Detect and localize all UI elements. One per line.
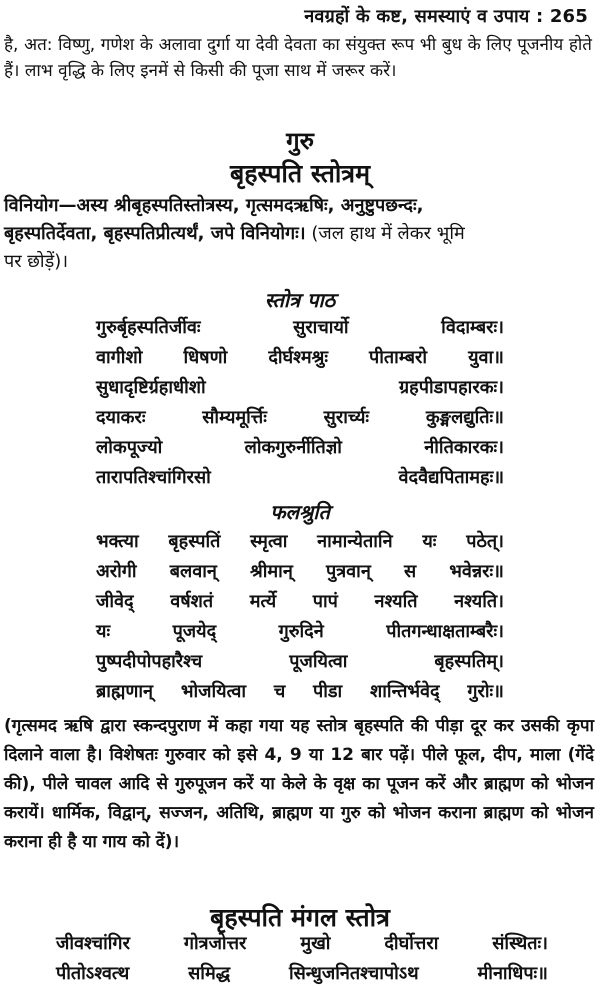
viniyoga-line-2-normal: (जल हाथ में लेकर भूमि — [305, 223, 465, 244]
intro-paragraph: है, अत: विष्णु, गणेश के अलावा दुर्गा या देवी देवता का संयुक्त रूप भी बुध के लिए पूजनीय होते हैं। लाभ वृद्धि के लिए इनमें से किसी की पूजा साथ में जरूर करें। — [4, 35, 592, 81]
verse-word: श्रीमान् — [250, 561, 293, 582]
verse-word: गोत्रजोत्तर — [183, 933, 247, 954]
verse-word: बृहस्पतिं — [168, 531, 221, 552]
verse-word: शान्तिर्भवेद् — [370, 681, 440, 702]
verse-word: सुराचार्यो — [293, 317, 349, 338]
verse-word: जीवश्चांगिर — [56, 933, 130, 954]
stotra-verses — [96, 312, 504, 492]
verse-word: अरोगी — [96, 561, 137, 582]
phalashruti-verse-line — [96, 526, 504, 556]
verse-word: वेदवैद्यपितामहः॥ — [398, 467, 504, 488]
verse-word: सिन्धुजनितश्चापोऽथ — [288, 963, 419, 984]
verse-word: सुरार्च्यः — [323, 407, 370, 428]
verse-word: नश्यति — [374, 591, 418, 612]
phalashruti-verses — [96, 526, 504, 706]
verse-word: च — [273, 681, 286, 702]
verse-word: नीतिकारकः। — [424, 437, 504, 458]
phalashruti-verse-line — [96, 646, 504, 676]
stotra-title: बृहस्पति स्तोत्रम् — [229, 159, 371, 188]
stotra-verse-line — [96, 372, 504, 402]
stotra-verse-line — [96, 462, 504, 492]
mangal-title: बृहस्पति मंगल स्तोत्र — [210, 903, 390, 932]
verse-word: बृहस्पतिम्। — [434, 651, 504, 672]
verse-word: पीतगन्धाक्षताम्बरैः। — [386, 621, 504, 642]
verse-word: लोकगुरुर्नीतिज्ञो — [244, 437, 342, 458]
verse-word: गुरुदिने — [278, 621, 324, 642]
verse-word: वागीशो — [96, 347, 143, 368]
verse-word: समिद्ध — [188, 963, 231, 984]
verse-word: जीवेद् — [96, 591, 134, 612]
phalashruti-heading: फलश्रुति — [270, 500, 330, 524]
verse-word: धिषणो — [183, 347, 228, 368]
viniyoga-line-2-bold: बृहस्पतिर्देवता, बृहस्पतिप्रीत्यर्थं, जपे विनियोगः। — [4, 223, 306, 244]
phalashruti-verse-line — [96, 676, 504, 706]
verse-word: पूजयित्वा — [289, 651, 348, 672]
verse-word: कुङ्मलद्युतिः॥ — [425, 407, 504, 428]
verse-word: भोजयित्वा — [180, 681, 247, 702]
verse-word: पुत्रवान् — [325, 561, 371, 582]
verse-word: दीर्घोत्तरा — [384, 933, 439, 954]
note-paragraph: (गृत्समद ऋषि द्वारा स्कन्दपुराण में कहा गया यह स्तोत्र बृहस्पति की पीड़ा दूर कर उसकी कृपा दिलाने वाला है। विशेषतः गुरुवार को इसे 4, 9 या 12 बार पढ़ें। पीले फूल, दीप, माला (गेंदे की), पीले चावल आदि से गुरुपूजन करें या केले के वृक्ष का पूजन करें और ब्राह्मण को भोजन करायें। धार्मिक, विद्वान्, सज्जन, अतिथि, ब्राह्मण या गुरु को भोजन कराना ब्राह्मण को भोजन कराना ही है या गाय को दें)। — [4, 716, 594, 852]
verse-word: ब्राह्मणान् — [96, 681, 154, 702]
verse-word: पुष्पदीपोपहारैश्च — [96, 651, 203, 672]
verse-word: पापं — [312, 591, 338, 612]
verse-word: स — [403, 561, 417, 582]
verse-word: यः — [96, 621, 111, 642]
verse-word: लोकपूज्यो — [96, 437, 163, 458]
verse-word: बलवान् — [169, 561, 217, 582]
section-title: गुरु — [286, 127, 314, 155]
verse-word: दयाकरः — [96, 407, 146, 428]
viniyoga-line-3: पर छोड़ें)। — [4, 251, 69, 272]
verse-word: भवेन्नरः॥ — [449, 561, 504, 582]
verse-word: नश्यति। — [454, 591, 504, 612]
verse-word: गुरुर्बृहस्पतिर्जीवः — [96, 317, 201, 338]
verse-word: पूजयेद् — [172, 621, 217, 642]
path-heading: स्तोत्र पाठ — [264, 288, 336, 312]
phalashruti-verse-line — [96, 586, 504, 616]
verse-word: स्मृत्वा — [250, 531, 288, 552]
verse-word: नामान्येतानि — [317, 531, 393, 552]
verse-word: संस्थितः। — [492, 933, 548, 954]
mangal-verse-line — [56, 958, 548, 988]
stotra-verse-line — [96, 432, 504, 462]
mangal-verse-line — [56, 928, 548, 958]
verse-word: गुरोः॥ — [467, 681, 504, 702]
verse-word: भक्त्या — [96, 531, 139, 552]
phalashruti-verse-line — [96, 556, 504, 586]
verse-word: पठेत्। — [466, 531, 504, 552]
running-head: नवग्रहों के कष्ट, समस्याएं व उपाय : 265 — [304, 6, 588, 27]
verse-word: यः — [422, 531, 437, 552]
verse-word: पीतोऽश्वत्थ — [56, 963, 130, 984]
viniyoga-paragraph — [4, 192, 592, 276]
verse-word: युवा॥ — [468, 347, 504, 368]
stotra-verse-line — [96, 312, 504, 342]
phalashruti-verse-line — [96, 616, 504, 646]
verse-word: सुधादृष्टिर्ग्रहाधीशो — [96, 377, 206, 398]
verse-word: मर्त्ये — [249, 591, 277, 612]
verse-word: पीताम्बरो — [369, 347, 427, 368]
verse-word: सौम्यमूर्त्तिः — [202, 407, 267, 428]
viniyoga-line-1: विनियोग—अस्य श्रीबृहस्पतिस्तोत्रस्य, गृत्समदऋषिः, अनुष्टुपछन्दः, — [4, 195, 424, 216]
verse-word: पीडा — [313, 681, 343, 702]
viniyoga-line-2 — [4, 220, 592, 248]
verse-word: ग्रहपीडापहारकः। — [399, 377, 504, 398]
mangal-verses — [56, 928, 548, 988]
stotra-verse-line — [96, 342, 504, 372]
verse-word: मुखो — [300, 933, 331, 954]
verse-word: वर्षशतं — [170, 591, 214, 612]
verse-word: विदाम्बरः। — [441, 317, 504, 338]
verse-word: तारापतिश्चांगिरसो — [96, 467, 211, 488]
verse-word: मीनाधिपः॥ — [477, 963, 548, 984]
verse-word: दीर्घश्मश्रुः — [268, 347, 328, 368]
stotra-verse-line — [96, 402, 504, 432]
